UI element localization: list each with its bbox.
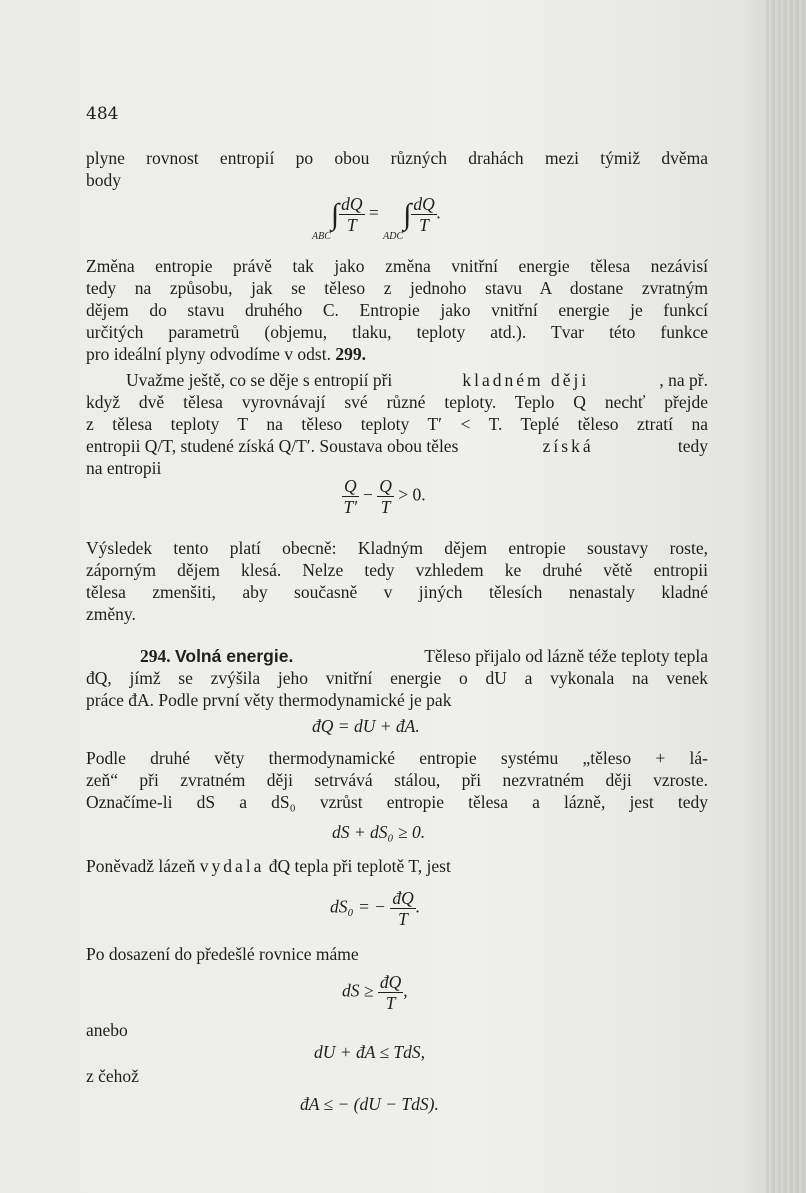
page-number: 484 (86, 104, 119, 124)
text-line: Označíme-li dS a dS₀ vzrůst entropie tělesa a lázně, jest tedy (86, 792, 708, 812)
equation-free-energy: đA ≤ − (dU − TdS). (300, 1094, 439, 1114)
integral-sign: ∫ (330, 197, 340, 231)
text-line: práce đA. Podle první věty thermodynamické je pak (86, 690, 452, 710)
text-line: Uvažme ještě, co se děje s entropií při kladném ději , na př. (126, 370, 708, 390)
text-line: určitých parametrů (objemu, tlaku, teploty atd.). Tvar této funkce (86, 322, 708, 342)
text-line: dějem do stavu druhého C. Entropie jako vnitřní energie je funkcí (86, 300, 708, 320)
equation-entropy-change: $\frac{Q}{T'}$ − $\frac{Q}{T}$ > 0. (343, 476, 426, 517)
text-line: tělesa zmenšiti, aby současně v jiných tělesích nenastaly kladné (86, 582, 708, 602)
text-line: Podle druhé věty thermodynamické entropie systému „těleso + lá- (86, 748, 708, 768)
section-reference: 299. (335, 344, 366, 364)
equation-energy-inequality: dU + đA ≤ TdS, (314, 1042, 426, 1062)
text-line: Poněvadž lázeň vydala đQ tepla při teplotě T, jest (86, 856, 451, 876)
page-edge-shadow (766, 0, 806, 1193)
equation-first-law: đQ = dU + đA. (312, 716, 420, 736)
text-line: Výsledek tento platí obecně: Kladným dějem entropie soustavy roste, (86, 538, 708, 558)
text-line: tedy na způsobu, jak se těleso z jednoho stavu A dostane zvratným (86, 278, 708, 298)
text-label-anebo: anebo (86, 1020, 128, 1040)
text-line: Po dosazení do předešlé rovnice máme (86, 944, 359, 964)
text-label-z-cehoz: z čehož (86, 1066, 139, 1086)
text-line: z tělesa teploty T na těleso teploty T′ < T. Teplé těleso ztratí na (86, 414, 708, 434)
text-line: Změna entropie právě tak jako změna vnitřní energie tělesa nezávisí (86, 256, 708, 276)
text-line: plyne rovnost entropií po obou různých drahách mezi týmiž dvěma (86, 148, 708, 168)
text-line: zeň“ při zvratném ději setrvává stálou, při nezvratném ději vzroste. (86, 770, 708, 790)
section-heading-line: 294. Volná energie. Těleso přijalo od lázně téže teploty tepla (140, 646, 708, 666)
equation-entropy-sum: dS + dS₀ ≥ 0. (332, 822, 426, 842)
text-line: pro ideální plyny odvodíme v odst. 299. (86, 344, 366, 364)
text-line: na entropii (86, 458, 162, 478)
equation-entropy-inequality: dS ≥ $\frac{đQ}{T}$ , (342, 972, 408, 1013)
section-number: 294. (140, 646, 171, 666)
section-title: Volná energie. (175, 646, 294, 666)
text-line: když dvě tělesa vyrovnávají své různé teploty. Teplo Q nechť přejde (86, 392, 708, 412)
text-line: změny. (86, 604, 136, 624)
text-line: záporným dějem klesá. Nelze tedy vzhledem ke druhé větě entropii (86, 560, 708, 580)
equation-entropy-paths: $_{ABC}$∫ $\frac{dQ}{T}$ = $_{ADC}$∫ $\frac{dQ}{T}$ . (312, 194, 442, 242)
integral-sign: ∫ (403, 197, 412, 231)
text-line: body (86, 170, 121, 190)
text-line: đQ, jímž se zvýšila jeho vnitřní energie o dU a vykonala na venek (86, 668, 708, 688)
equation-bath-entropy: dS₀ = − $\frac{đQ}{T}$ . (330, 888, 421, 929)
text-line: entropii Q/T, studené získá Q/T′. Soustava obou těles získá tedy (86, 436, 708, 456)
